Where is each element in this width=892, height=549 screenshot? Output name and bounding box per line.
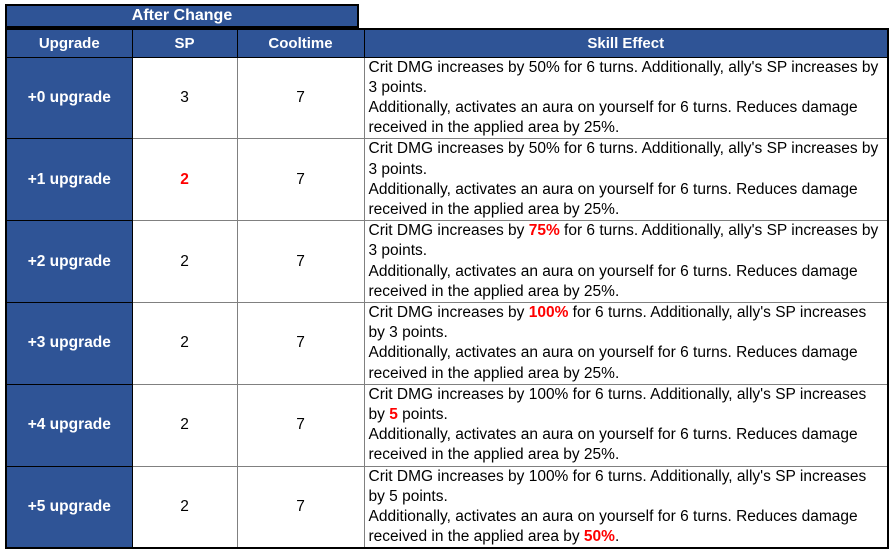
upgrade-level-cell: +1 upgrade xyxy=(6,139,132,221)
effect-text: for 6 turns. Additionally, ally's SP increases by 3 points. xyxy=(368,222,879,260)
table-row xyxy=(6,221,888,303)
effect-text: Additionally, activates an aura on yourself for 6 turns. Reduces damage received in the applied area by 25%. xyxy=(368,262,858,300)
upgrade-level-cell: +5 upgrade xyxy=(6,466,132,548)
skill-effect-cell xyxy=(364,221,888,303)
effect-text: for 6 turns. Additionally, ally's SP increases by 3 points. xyxy=(368,303,867,342)
effect-text: Crit DMG increases by 50% for 6 turns. Additionally, ally's SP increases by 3 points. xyxy=(368,140,879,178)
effect-text: points. xyxy=(397,405,448,423)
cooltime-cell: 7 xyxy=(237,221,364,303)
effect-text: Crit DMG increases by 100% for 6 turns. Additionally, ally's SP increases by xyxy=(368,385,867,423)
sp-value: 3 xyxy=(180,88,189,106)
sp-value: 2 xyxy=(180,252,189,270)
sp-cell xyxy=(132,466,237,548)
effect-highlight-text: 75% xyxy=(528,222,560,240)
sp-cell xyxy=(132,302,237,384)
header-row xyxy=(6,29,888,57)
sp-value: 2 xyxy=(180,170,189,188)
effect-highlight-text: 5 xyxy=(389,405,398,423)
sp-cell xyxy=(132,221,237,303)
effect-highlight-text: 50% xyxy=(583,528,615,546)
table-row xyxy=(6,302,888,384)
effect-highlight-text: 100% xyxy=(528,303,569,321)
header-skill-effect: Skill Effect xyxy=(364,29,888,57)
effect-text: . xyxy=(614,528,620,546)
cooltime-cell: 7 xyxy=(237,384,364,466)
skill-effect-cell xyxy=(364,384,888,466)
skill-effect-cell xyxy=(364,139,888,221)
cooltime-cell: 7 xyxy=(237,466,364,548)
effect-text: Crit DMG increases by xyxy=(368,303,529,321)
effect-text: Additionally, activates an aura on yourself for 6 turns. Reduces damage received in the applied area by 25%. xyxy=(368,426,858,464)
cooltime-cell: 7 xyxy=(237,139,364,221)
sp-value: 2 xyxy=(180,334,189,352)
sp-cell xyxy=(132,384,237,466)
effect-text: Crit DMG increases by xyxy=(368,222,529,240)
skill-effect-cell xyxy=(364,302,888,384)
header-upgrade: Upgrade xyxy=(6,29,132,57)
upgrade-level-cell: +2 upgrade xyxy=(6,221,132,303)
sp-value: 2 xyxy=(180,497,189,515)
effect-text: Crit DMG increases by 50% for 6 turns. Additionally, ally's SP increases by 3 points. xyxy=(368,58,879,96)
effect-text: Crit DMG increases by 100% for 6 turns. Additionally, ally's SP increases by 5 points. xyxy=(368,467,867,505)
effect-text: Additionally, activates an aura on yourself for 6 turns. Reduces damage received in the applied area by 25%. xyxy=(368,180,858,218)
effect-text: Additionally, activates an aura on yourself for 6 turns. Reduces damage received in the applied area by xyxy=(368,507,858,546)
sp-value: 2 xyxy=(180,416,189,434)
effect-text: Additionally, activates an aura on yourself for 6 turns. Reduces damage received in the applied area by 25%. xyxy=(368,344,858,382)
table-row xyxy=(6,139,888,221)
upgrade-level-cell: +3 upgrade xyxy=(6,302,132,384)
header-sp: SP xyxy=(132,29,237,57)
upgrade-level-cell: +4 upgrade xyxy=(6,384,132,466)
table-row xyxy=(6,57,888,139)
effect-text: Additionally, activates an aura on yourself for 6 turns. Reduces damage received in the applied area by 25%. xyxy=(368,98,858,137)
upgrade-table xyxy=(5,28,889,549)
skill-effect-cell xyxy=(364,466,888,548)
cooltime-cell: 7 xyxy=(237,57,364,139)
header-cooltime: Cooltime xyxy=(237,29,364,57)
table-row xyxy=(6,384,888,466)
upgrade-level-cell: +0 upgrade xyxy=(6,57,132,139)
table-title: After Change xyxy=(5,4,359,28)
sp-cell xyxy=(132,57,237,139)
sp-cell xyxy=(132,139,237,221)
cooltime-cell: 7 xyxy=(237,302,364,384)
table-row xyxy=(6,466,888,548)
skill-effect-cell xyxy=(364,57,888,139)
table-body xyxy=(6,57,888,548)
